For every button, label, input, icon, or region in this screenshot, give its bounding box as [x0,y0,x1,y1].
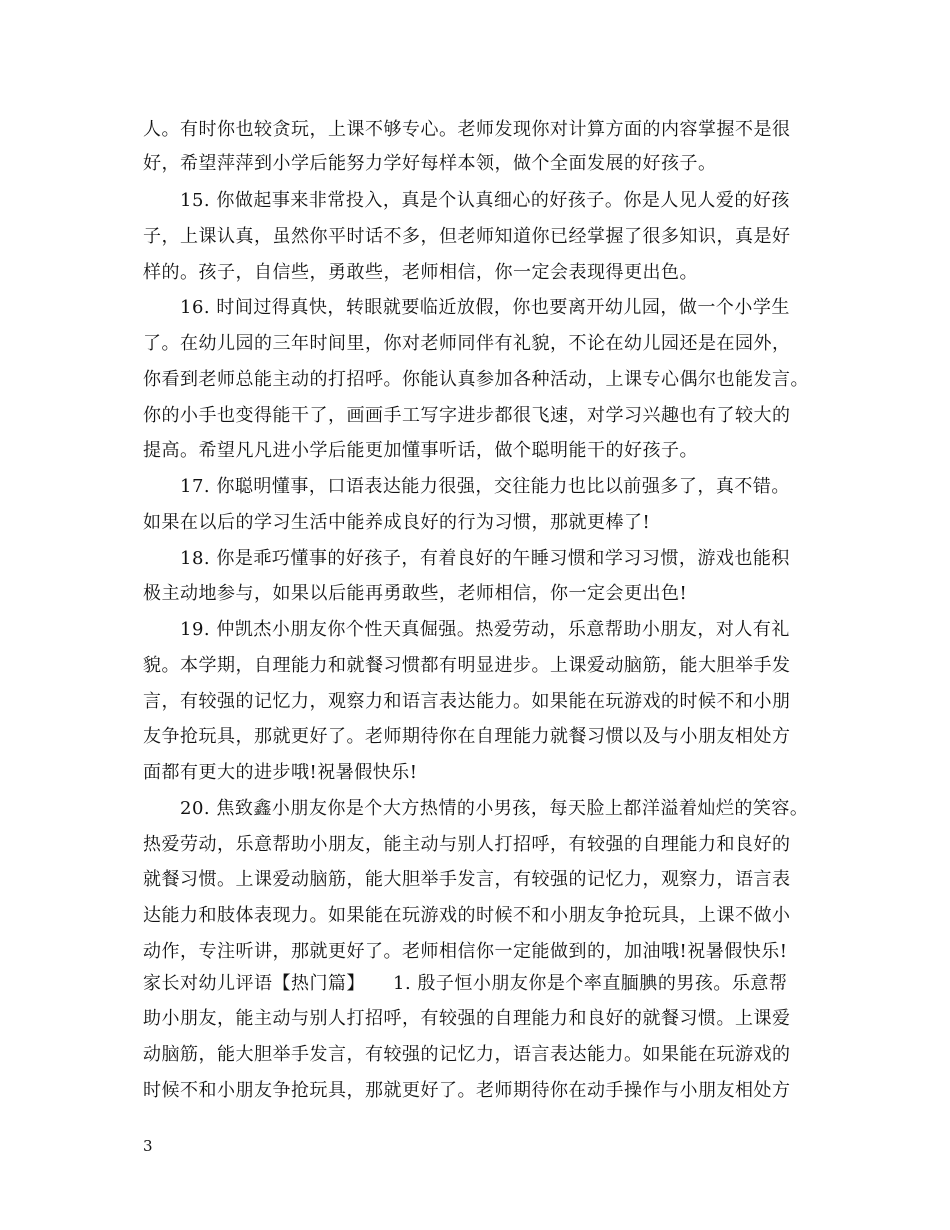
text-line: 好，希望萍萍到小学后能努力学好每样本领，做个全面发展的好孩子。 [143,153,717,174]
text-line: 人。有时你也较贪玩，上课不够专心。老师发现你对计算方面的内容掌握不是很 [143,119,791,140]
text-line: 子，上课认真，虽然你平时话不多，但老师知道你已经掌握了很多知识，真是好 [143,226,791,247]
paragraph-16-start: 16. 时间过得真快，转眼就要临近放假，你也要离开幼儿园，做一个小学生 [180,297,790,318]
text-line: 提高。希望凡凡进小学后能更加懂事听话，做个聪明能干的好孩子。 [143,440,698,461]
text-line: 达能力和肢体表现力。如果能在玩游戏的时候不和小朋友争抢玩具，上课不做小 [143,905,791,926]
text-line: 动脑筋，能大胆举手发言，有较强的记忆力，语言表达能力。如果能在玩游戏的 [143,1044,791,1065]
text-line: 友争抢玩具，那就更好了。老师期待你在自理能力就餐习惯以及与小朋友相处方 [143,726,791,747]
text-line: 助小朋友，能主动与别人打招呼，有较强的自理能力和良好的就餐习惯。上课爱 [143,1008,791,1029]
text-line: 你的小手也变得能干了，画画手工写字进步都很飞速，对学习兴趣也有了较大的 [143,405,791,426]
text-line: 貌。本学期，自理能力和就餐习惯都有明显进步。上课爱动脑筋，能大胆举手发 [143,655,791,676]
text-line: 时候不和小朋友争抢玩具，那就更好了。老师期待你在动手操作与小朋友相处方 [143,1080,791,1101]
paragraph-18-start: 18. 你是乖巧懂事的好孩子，有着良好的午睡习惯和学习习惯，游戏也能积 [180,548,790,569]
text-line: 如果在以后的学习生活中能养成良好的行为习惯，那就更棒了! [143,512,651,533]
paragraph-15-start: 15. 你做起事来非常投入，真是个认真细心的好孩子。你是人见人爱的好孩 [180,190,790,211]
paragraph-19-start: 19. 仲凯杰小朋友你个性天真倔强。热爱劳动，乐意帮助小朋友，对人有礼 [180,619,790,640]
text-line: 言，有较强的记忆力，观察力和语言表达能力。如果能在玩游戏的时候不和小朋 [143,691,791,712]
page-number: 3 [143,1137,153,1155]
text-line: 你看到老师总能主动的打招呼。你能认真参加各种活动，上课专心偶尔也能发言。 [143,369,809,390]
text-line: 了。在幼儿园的三年时间里，你对老师同伴有礼貌，不论在幼儿园还是在园外， [143,333,791,354]
text-line: 热爱劳动，乐意帮助小朋友，能主动与别人打招呼，有较强的自理能力和良好的 [143,834,791,855]
text-line: 面都有更大的进步哦!祝暑假快乐! [143,762,418,783]
text-line: 样的。孩子，自信些，勇敢些，老师相信，你一定会表现得更出色。 [143,262,698,283]
text-line: 极主动地参与，如果以后能再勇敢些，老师相信，你一定会更出色! [143,583,688,604]
section-heading-line: 家长对幼儿评语【热门篇】 1. 殷子恒小朋友你是个率直腼腆的男孩。乐意帮 [143,973,788,994]
text-line: 动作，专注听讲，那就更好了。老师相信你一定能做到的，加油哦!祝暑假快乐! [143,941,788,962]
paragraph-20-start: 20. 焦致鑫小朋友你是个大方热情的小男孩，每天脸上都洋溢着灿烂的笑容。 [180,798,809,819]
paragraph-17-start: 17. 你聪明懂事，口语表达能力很强，交往能力也比以前强多了，真不错。 [180,476,790,497]
text-line: 就餐习惯。上课爱动脑筋，能大胆举手发言，有较强的记忆力，观察力，语言表 [143,869,791,890]
